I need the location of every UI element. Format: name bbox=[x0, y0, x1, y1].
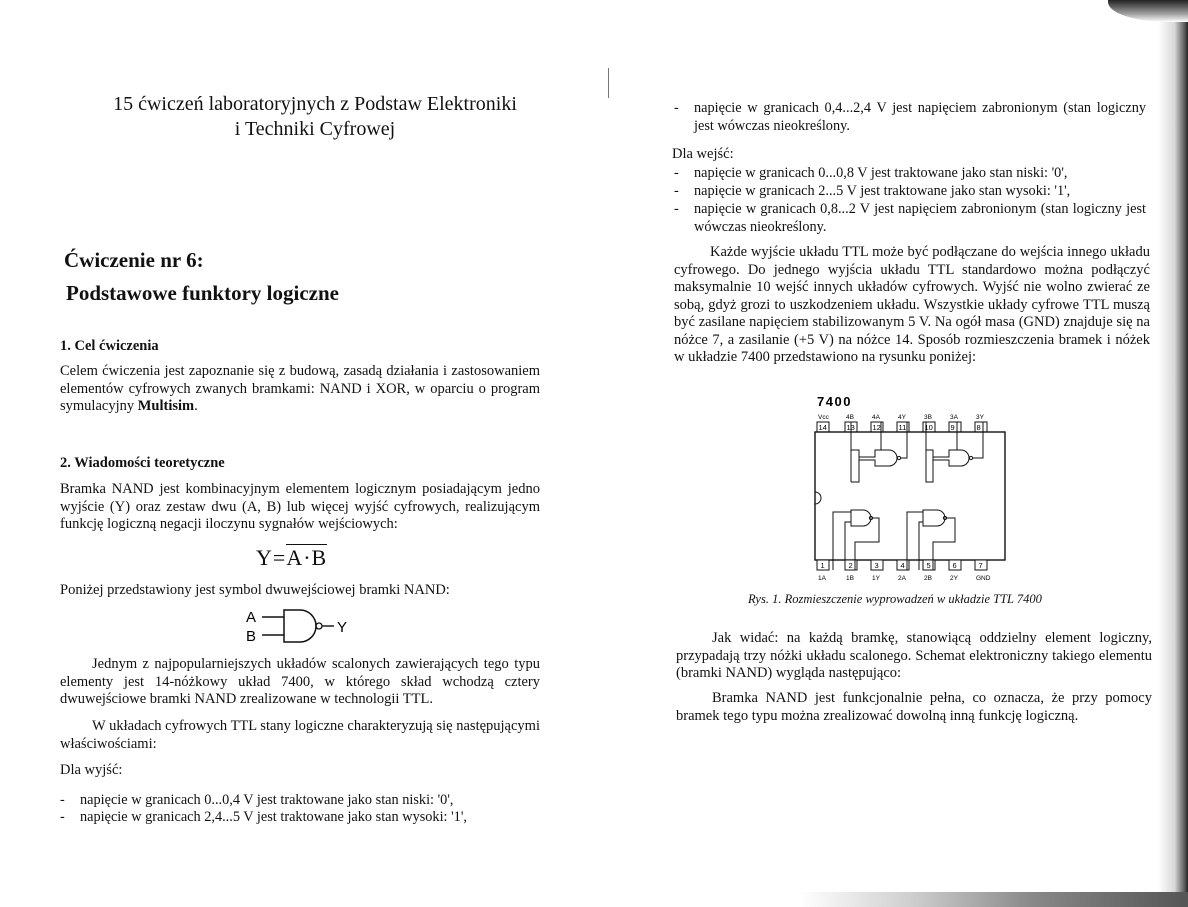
symbol-input-b: B bbox=[246, 628, 257, 645]
output-forbidden: napięcie w granicach 0,4...2,4 V jest napięciem zabronionym (stan logiczny jest wówczas nieokreślony. bbox=[694, 100, 1146, 134]
symbol-intro: Poniżej przedstawiony jest symbol dwuwejściowej bramki NAND: bbox=[60, 582, 450, 598]
bottom-pin-labels bbox=[818, 575, 991, 582]
section-1-heading: 1. Cel ćwiczenia bbox=[60, 338, 159, 354]
gate-3-feed bbox=[926, 450, 933, 482]
book-header-line2: i Techniki Cyfrowej bbox=[234, 118, 396, 140]
top-pin-number: 8 bbox=[976, 423, 981, 432]
section-1-text-main: Celem ćwiczenia jest zapoznanie się z budową, zasadą działania i zastosowaniem elementów cyfrowych zwanych bramkami: NAND i XOR, w oparciu o program symulacyjny bbox=[60, 363, 540, 414]
para-pins: Jak widać: na każdą bramkę, stanowiącą oddzielny element logiczny, przypadają trzy nóżki układu scalonego. Schemat elektroniczny takiego elementu (bramki NAND) wygląda następująco: bbox=[676, 630, 1152, 681]
chip-7400-diagram bbox=[805, 392, 1015, 588]
inputs-label: Dla wejść: bbox=[672, 146, 734, 162]
list-item: - napięcie w granicach 0...0,8 V jest traktowane jako stan niski: '0', bbox=[674, 165, 1150, 183]
top-pin-number: 12 bbox=[872, 423, 881, 432]
book-header bbox=[95, 92, 535, 142]
top-pin-label: 4B bbox=[846, 414, 854, 421]
formula-eq: = bbox=[272, 545, 287, 570]
top-pin-number: 11 bbox=[898, 423, 907, 432]
gate-3-bubble bbox=[969, 456, 972, 459]
list-item: - napięcie w granicach 0...0,4 V jest traktowane jako stan niski: '0', bbox=[60, 792, 540, 810]
bottom-pin-label: 1A bbox=[818, 575, 826, 582]
nand-gate-symbol bbox=[244, 606, 354, 646]
bottom-pin-label: 2Y bbox=[950, 575, 958, 582]
formula-lhs: Y bbox=[256, 545, 273, 570]
nand-formula bbox=[256, 545, 327, 571]
section-1-text-end: . bbox=[194, 398, 198, 414]
top-pin-label: 3Y bbox=[976, 414, 984, 421]
top-pin-labels bbox=[818, 414, 985, 421]
output-low: napięcie w granicach 0...0,4 V jest traktowane jako stan niski: '0', bbox=[80, 792, 454, 808]
bottom-pin-number: 7 bbox=[978, 561, 983, 570]
top-pin-number: 14 bbox=[818, 423, 827, 432]
book-header-line1: 15 ćwiczeń laboratoryjnych z Podstaw Elektroniki bbox=[113, 93, 517, 115]
top-pin-label: 3B bbox=[924, 414, 932, 421]
input-low: napięcie w granicach 0...0,8 V jest traktowane jako stan niski: '0', bbox=[694, 165, 1068, 181]
top-pin-label: Vcc bbox=[818, 414, 829, 421]
gate-4-feed bbox=[851, 460, 859, 482]
section-2-text: Bramka NAND jest kombinacyjnym elementem logicznym posiadającym jedno wyjście (Y) oraz zestaw dwu (A, B) lub więcej wyjść cyfrowych, realizującym funkcję logiczną negacji iloczynu sygnałów wejściowych: bbox=[60, 481, 540, 532]
multisim-name: Multisim bbox=[137, 398, 195, 414]
list-item: - napięcie w granicach 0,8...2 V jest napięciem zabronionym (stan logiczny jest wówczas nieokreślony. bbox=[674, 201, 1146, 235]
bottom-pin-number: 2 bbox=[848, 561, 853, 570]
section-1-text bbox=[60, 363, 540, 416]
bottom-pin-number: 3 bbox=[874, 561, 879, 570]
bottom-pin-label: 2B bbox=[924, 575, 932, 582]
gate-4-bubble bbox=[897, 456, 900, 459]
input-forbidden: napięcie w granicach 0,8...2 V jest napięciem zabronionym (stan logiczny jest wówczas nieokreślony. bbox=[694, 201, 1146, 235]
para-complete: Bramka NAND jest funkcjonalnie pełna, co oznacza, że przy pomocy bramek tego typu można zrealizować dowolną inną funkcję logiczną. bbox=[676, 690, 1152, 724]
bottom-pin-number: 5 bbox=[926, 561, 931, 570]
para-fanout: Każde wyjście układu TTL może być podłączane do wejścia innego układu cyfrowego. Do jednego wyjścia układu TTL standardowo można podłączyć maksymalnie 10 wejść innych układów cyfrowych. Wyjść nie wolno zwierać ze sobą, gdyż grozi to uszkodzeniem układu. Wszystkie układy cyfrowe TTL muszą być zasilane napięciem stabilizowanym 5 V. Na ogół masa (GND) znajduje się na nóżce 7, a zasilanie (+5 V) na nóżce 14. Sposób rozmieszczenia bramek i nóżek w układzie 7400 przedstawiono na rysunku poniżej: bbox=[674, 244, 1150, 365]
bottom-pin-number: 4 bbox=[900, 561, 905, 570]
list-item: - napięcie w granicach 2,4...5 V jest traktowane jako stan wysoki: '1', bbox=[60, 809, 540, 827]
exercise-subtitle: Podstawowe funktory logiczne bbox=[66, 281, 339, 305]
chip-notch bbox=[815, 492, 821, 504]
bottom-pin-label: 1B bbox=[846, 575, 854, 582]
bottom-pin-label: 1Y bbox=[872, 575, 880, 582]
input-high: napięcie w granicach 2...5 V jest traktowane jako stan wysoki: '1', bbox=[694, 183, 1071, 199]
output-high: napięcie w granicach 2,4...5 V jest traktowane jako stan wysoki: '1', bbox=[80, 809, 467, 825]
top-pin-number: 10 bbox=[924, 423, 933, 432]
top-pin-number: 13 bbox=[846, 423, 855, 432]
bottom-pin-label: GND bbox=[976, 575, 991, 582]
top-pin-number: 9 bbox=[950, 423, 955, 432]
exercise-title: Ćwiczenie nr 6: bbox=[64, 248, 204, 272]
top-pin-label: 4Y bbox=[898, 414, 906, 421]
scan-bottom-band bbox=[800, 892, 1188, 907]
bottom-pins bbox=[817, 560, 987, 570]
symbol-input-a: A bbox=[246, 609, 257, 626]
chip-name: 7400 bbox=[817, 394, 852, 409]
bottom-pin-number: 6 bbox=[952, 561, 957, 570]
para-ttl: W układach cyfrowych TTL stany logiczne charakteryzują się następującymi właściwościami: bbox=[60, 718, 540, 752]
bottom-pin-number: 1 bbox=[820, 561, 825, 570]
chip-body bbox=[815, 432, 1005, 560]
bottom-pin-label: 2A bbox=[898, 575, 906, 582]
list-item: - napięcie w granicach 2...5 V jest traktowane jako stan wysoki: '1', bbox=[674, 183, 1150, 201]
right-page bbox=[600, 0, 1188, 907]
symbol-output-y: Y bbox=[337, 619, 348, 636]
list-item: - napięcie w granicach 0,4...2,4 V jest napięciem zabronionym (stan logiczny jest wówczas nieokreślony. bbox=[674, 100, 1146, 134]
top-pins bbox=[817, 422, 987, 432]
outputs-label: Dla wyjść: bbox=[60, 762, 123, 778]
top-pin-label: 4A bbox=[872, 414, 880, 421]
formula-rhs: A·B bbox=[286, 545, 328, 570]
top-pin-label: 3A bbox=[950, 414, 958, 421]
section-2-heading: 2. Wiadomości teoretyczne bbox=[60, 455, 225, 471]
internal-gates bbox=[833, 422, 983, 570]
para-7400: Jednym z najpopularniejszych układów scalonych zawierających tego typu elementy jest 14-nóżkowy układ 7400, w którego skład wchodzą cztery dwuwejściowe bramki NAND zrealizowane w technologii TTL. bbox=[60, 656, 540, 707]
page-edge-shadow bbox=[1158, 0, 1188, 907]
figure-caption: Rys. 1. Rozmieszczenie wyprowadzeń w układzie TTL 7400 bbox=[748, 592, 1042, 606]
